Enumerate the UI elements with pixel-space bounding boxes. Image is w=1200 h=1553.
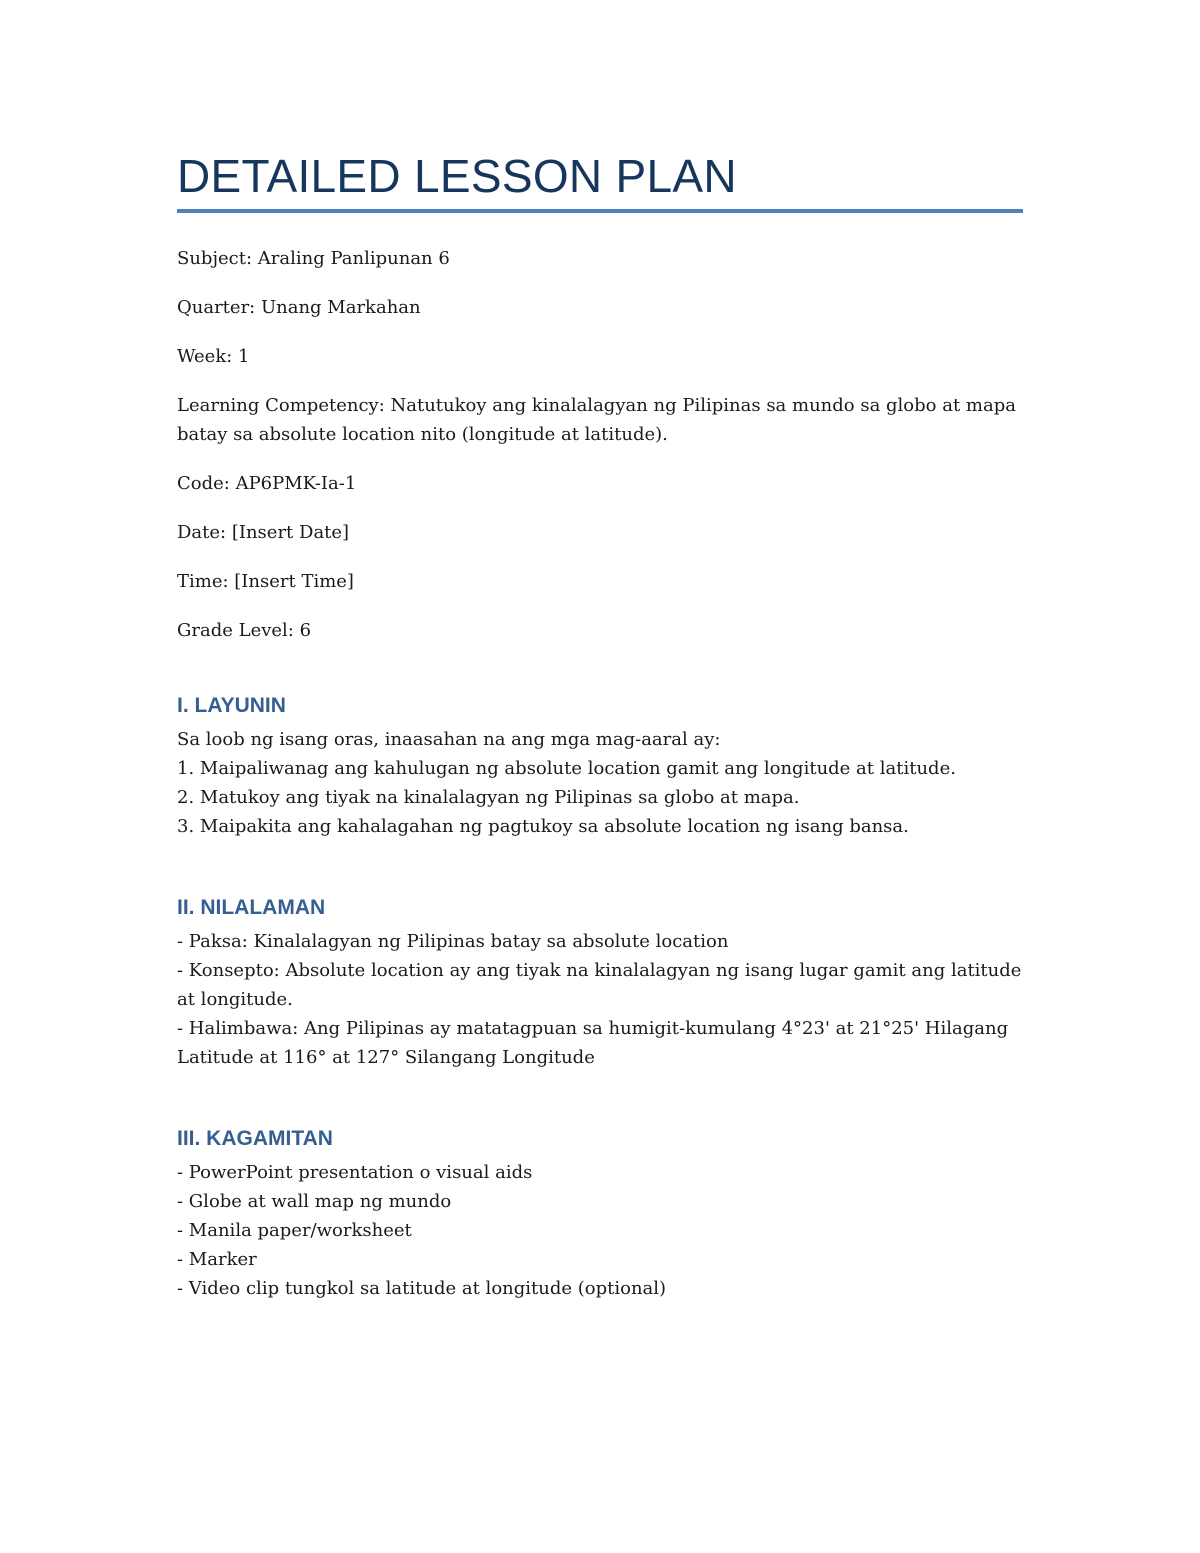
section-line: - Globe at wall map ng mundo [177, 1191, 452, 1212]
section-line: 2. Matukoy ang tiyak na kinalalagyan ng Pilipinas sa globo at mapa. [177, 787, 800, 808]
section-heading: I. LAYUNIN [177, 694, 286, 717]
section-line: - Video clip tungkol sa latitude at longitude (optional) [177, 1278, 667, 1299]
meta-date: Date: [Insert Date] [177, 522, 350, 543]
lesson-metadata [177, 244, 1023, 665]
meta-quarter: Quarter: Unang Markahan [177, 297, 421, 318]
section-heading: III. KAGAMITAN [177, 1127, 333, 1150]
meta-code: Code: AP6PMK-Ia-1 [177, 473, 357, 494]
section-heading: II. NILALAMAN [177, 896, 326, 919]
section-nilalaman [177, 893, 1023, 1072]
meta-grade-level: Grade Level: 6 [177, 620, 312, 641]
section-line: Sa loob ng isang oras, inaasahan na ang mga mag-aaral ay: [177, 729, 721, 750]
section-line: - Marker [177, 1249, 257, 1270]
section-line: - Paksa: Kinalalagyan ng Pilipinas batay sa absolute location [177, 931, 729, 952]
section-layunin [177, 691, 1023, 841]
section-line: - Halimbawa: Ang Pilipinas ay matatagpuan sa humigit-kumulang 4°23' at 21°25' Hilagang Latitude at 116° at 127° Silangang Longitude [177, 1018, 1009, 1068]
meta-week: Week: 1 [177, 346, 250, 367]
section-line: - PowerPoint presentation o visual aids [177, 1162, 533, 1183]
section-kagamitan [177, 1124, 1023, 1303]
meta-subject: Subject: Araling Panlipunan 6 [177, 248, 450, 269]
section-line: - Manila paper/worksheet [177, 1220, 412, 1241]
section-line: 1. Maipaliwanag ang kahulugan ng absolute location gamit ang longitude at latitude. [177, 758, 956, 779]
section-line: 3. Maipakita ang kahalagahan ng pagtukoy sa absolute location ng isang bansa. [177, 816, 909, 837]
section-line: - Konsepto: Absolute location ay ang tiyak na kinalalagyan ng isang lugar gamit ang latitude at longitude. [177, 960, 1022, 1010]
meta-learning-competency: Learning Competency: Natutukoy ang kinalalagyan ng Pilipinas sa mundo sa globo at mapa batay sa absolute location nito (longitude at latitude). [177, 395, 1016, 445]
title-underline [177, 209, 1023, 213]
meta-time: Time: [Insert Time] [177, 571, 354, 592]
document-title: DETAILED LESSON PLAN [177, 150, 737, 202]
